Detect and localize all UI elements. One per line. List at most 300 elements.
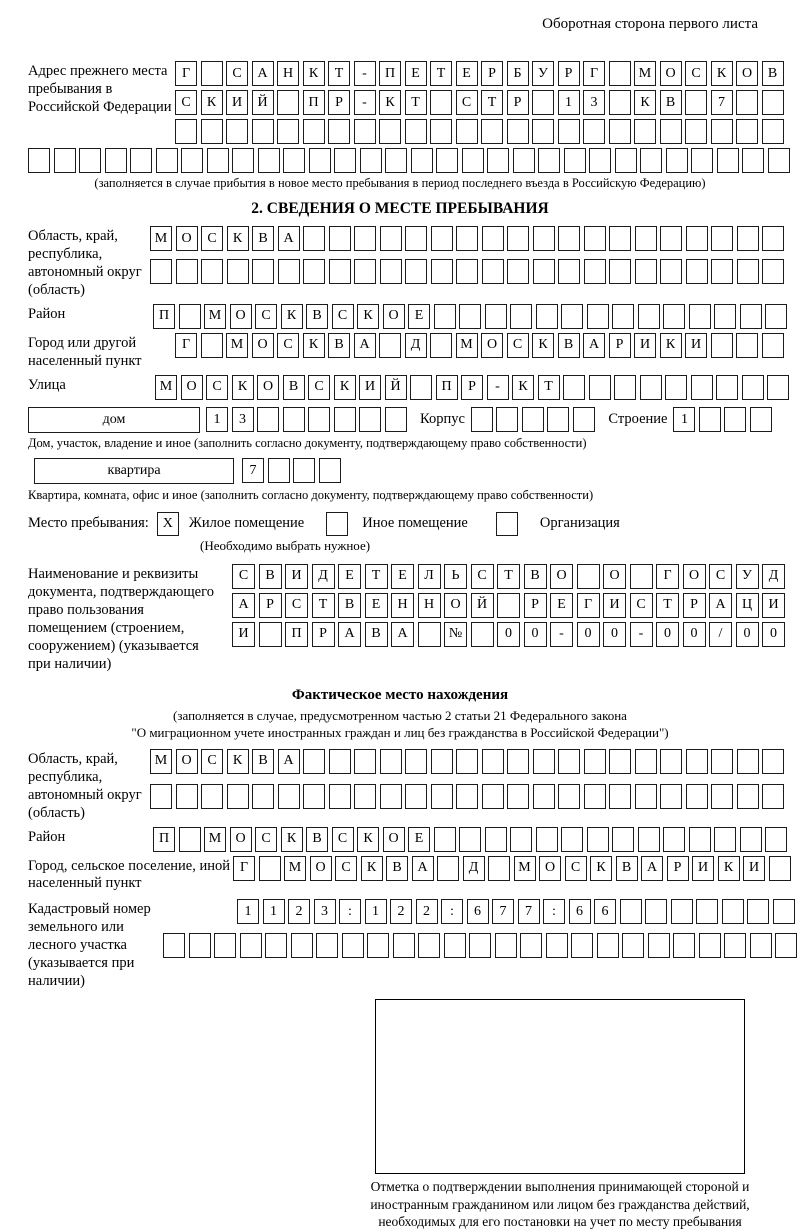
char-cell: 1: [263, 899, 285, 924]
char-cell: 7: [492, 899, 514, 924]
char-cell: С: [201, 749, 223, 774]
char-cell: П: [153, 827, 175, 852]
char-cell: 0: [683, 622, 706, 647]
actual-location-caption-2: "О миграционном учете иностранных граждан и лиц без гражданства в Российской Федерации"): [131, 724, 669, 740]
char-cell: Р: [507, 90, 529, 115]
char-cell: [724, 933, 746, 958]
char-cell: [663, 827, 685, 852]
char-cell: К: [281, 304, 303, 329]
char-cell: 0: [524, 622, 547, 647]
field-document: [28, 564, 800, 674]
char-cell: [201, 61, 223, 86]
char-cell: [736, 119, 758, 144]
char-cell: [773, 899, 795, 924]
char-cell: Й: [252, 90, 274, 115]
district-actual-row: [153, 827, 791, 852]
char-cell: Т: [312, 593, 335, 618]
char-cell: [510, 304, 532, 329]
char-cell: С: [332, 304, 354, 329]
document-row-2: [232, 593, 789, 618]
char-cell: [214, 933, 236, 958]
char-cell: [175, 119, 197, 144]
char-cell: Р: [328, 90, 350, 115]
char-cell: [689, 304, 711, 329]
char-cell: /: [709, 622, 732, 647]
char-cell: С: [709, 564, 732, 589]
char-cell: [189, 933, 211, 958]
char-cell: Д: [463, 856, 485, 881]
char-cell: [482, 749, 504, 774]
char-cell: [737, 259, 759, 284]
char-cell: [564, 148, 586, 173]
checkbox-zhiloe: X: [157, 512, 179, 536]
field-region: [28, 226, 800, 300]
char-cell: О: [252, 333, 274, 358]
char-cell: [577, 564, 600, 589]
char-cell: Д: [762, 564, 785, 589]
char-cell: [342, 933, 364, 958]
char-cell: [252, 259, 274, 284]
char-cell: [536, 304, 558, 329]
char-cell: К: [532, 333, 554, 358]
char-cell: [740, 304, 762, 329]
char-cell: Ц: [736, 593, 759, 618]
char-cell: М: [155, 375, 177, 400]
char-cell: [750, 933, 772, 958]
char-cell: К: [634, 90, 656, 115]
char-cell: [303, 226, 325, 251]
char-cell: [150, 784, 172, 809]
char-cell: О: [736, 61, 758, 86]
char-cell: [736, 90, 758, 115]
char-cell: И: [685, 333, 707, 358]
char-cell: [507, 259, 529, 284]
char-cell: [685, 90, 707, 115]
district-label: Район: [28, 305, 66, 322]
city-actual-label: Город, сельское поселение, иной населенный пункт: [28, 857, 231, 892]
char-cell: [405, 784, 427, 809]
char-cell: [471, 407, 493, 432]
char-cell: [583, 119, 605, 144]
char-cell: [769, 856, 791, 881]
char-cell: С: [206, 375, 228, 400]
char-cell: О: [383, 304, 405, 329]
char-cell: [663, 304, 685, 329]
char-cell: К: [357, 304, 379, 329]
char-cell: [418, 933, 440, 958]
char-cell: О: [683, 564, 706, 589]
char-cell: [584, 259, 606, 284]
cadastral-row-2: [163, 933, 801, 958]
char-cell: [609, 119, 631, 144]
char-cell: [532, 90, 554, 115]
char-cell: [533, 784, 555, 809]
char-cell: В: [283, 375, 305, 400]
char-cell: А: [338, 622, 361, 647]
char-cell: [201, 333, 223, 358]
char-cell: [609, 90, 631, 115]
char-cell: [329, 784, 351, 809]
char-cell: И: [285, 564, 308, 589]
char-cell: 1: [365, 899, 387, 924]
char-cell: [201, 784, 223, 809]
char-cell: 1: [206, 407, 228, 432]
char-cell: О: [383, 827, 405, 852]
korpus-cells: [471, 407, 599, 432]
char-cell: [645, 899, 667, 924]
char-cell: [459, 304, 481, 329]
char-cell: [437, 856, 459, 881]
char-cell: К: [227, 226, 249, 251]
char-cell: [303, 784, 325, 809]
char-cell: [742, 375, 764, 400]
char-cell: [558, 226, 580, 251]
char-cell: [561, 827, 583, 852]
char-cell: [507, 784, 529, 809]
char-cell: [660, 119, 682, 144]
char-cell: [495, 933, 517, 958]
char-cell: 0: [656, 622, 679, 647]
char-cell: [329, 749, 351, 774]
char-cell: [584, 784, 606, 809]
char-cell: [714, 827, 736, 852]
char-cell: [737, 784, 759, 809]
char-cell: О: [539, 856, 561, 881]
char-cell: [711, 119, 733, 144]
char-cell: [430, 333, 452, 358]
street-label: Улица: [28, 376, 66, 393]
char-cell: №: [444, 622, 467, 647]
char-cell: [558, 259, 580, 284]
char-cell: 3: [232, 407, 254, 432]
char-cell: [740, 827, 762, 852]
region-actual-row-2: [150, 784, 788, 809]
char-cell: [587, 304, 609, 329]
char-cell: [385, 148, 407, 173]
char-cell: [393, 933, 415, 958]
char-cell: [711, 226, 733, 251]
char-cell: О: [230, 827, 252, 852]
char-cell: [665, 375, 687, 400]
char-cell: [179, 827, 201, 852]
prev-address-caption: (заполняется в случае прибытия в новое место пребывания в период последнего въезда в Российскую Федерацию): [94, 176, 706, 190]
char-cell: Д: [405, 333, 427, 358]
char-cell: [507, 749, 529, 774]
char-cell: [207, 148, 229, 173]
char-cell: Е: [338, 564, 361, 589]
char-cell: [533, 259, 555, 284]
char-cell: [747, 899, 769, 924]
char-cell: 0: [736, 622, 759, 647]
char-cell: [496, 407, 518, 432]
char-cell: [176, 259, 198, 284]
char-cell: Р: [609, 333, 631, 358]
char-cell: [469, 933, 491, 958]
char-cell: Р: [683, 593, 706, 618]
char-cell: [630, 564, 653, 589]
char-cell: [546, 933, 568, 958]
char-cell: [635, 226, 657, 251]
char-cell: [130, 148, 152, 173]
field-district: [28, 304, 800, 329]
char-cell: 6: [569, 899, 591, 924]
char-cell: И: [359, 375, 381, 400]
char-cell: П: [303, 90, 325, 115]
char-cell: [571, 933, 593, 958]
char-cell: О: [257, 375, 279, 400]
char-cell: [385, 407, 407, 432]
char-cell: [640, 375, 662, 400]
char-cell: [334, 148, 356, 173]
char-cell: [507, 119, 529, 144]
char-cell: В: [306, 827, 328, 852]
char-cell: С: [308, 375, 330, 400]
char-cell: [227, 259, 249, 284]
char-cell: [762, 259, 784, 284]
char-cell: [79, 148, 101, 173]
char-cell: У: [532, 61, 554, 86]
char-cell: [635, 259, 657, 284]
char-cell: -: [354, 90, 376, 115]
char-cell: [379, 333, 401, 358]
char-cell: Т: [497, 564, 520, 589]
char-cell: [354, 226, 376, 251]
char-cell: Е: [391, 564, 414, 589]
char-cell: [277, 119, 299, 144]
char-cell: [360, 148, 382, 173]
char-cell: [589, 148, 611, 173]
city-row: [175, 333, 787, 358]
char-cell: О: [481, 333, 503, 358]
char-cell: 2: [288, 899, 310, 924]
char-cell: [268, 458, 290, 483]
char-cell: [380, 259, 402, 284]
char-cell: А: [232, 593, 255, 618]
char-cell: А: [412, 856, 434, 881]
char-cell: И: [232, 622, 255, 647]
char-cell: Р: [312, 622, 335, 647]
char-cell: К: [227, 749, 249, 774]
actual-location-caption-1: (заполняется в случае, предусмотренном частью 2 статьи 21 Федерального закона: [173, 707, 627, 723]
char-cell: [638, 827, 660, 852]
char-cell: [660, 784, 682, 809]
char-cell: В: [558, 333, 580, 358]
char-cell: [614, 375, 636, 400]
char-cell: [444, 933, 466, 958]
stay-type-hint: (Необходимо выбрать нужное): [200, 537, 371, 553]
char-cell: [671, 899, 693, 924]
char-cell: [573, 407, 595, 432]
char-cell: [410, 375, 432, 400]
city-actual-row: [233, 856, 794, 881]
char-cell: К: [303, 333, 325, 358]
char-cell: [405, 749, 427, 774]
char-cell: [257, 407, 279, 432]
char-cell: [689, 827, 711, 852]
char-cell: [309, 148, 331, 173]
char-cell: [456, 749, 478, 774]
char-cell: К: [590, 856, 612, 881]
char-cell: В: [762, 61, 784, 86]
char-cell: Г: [577, 593, 600, 618]
stroenie-label: Строение: [608, 411, 668, 428]
char-cell: [609, 749, 631, 774]
char-cell: И: [762, 593, 785, 618]
char-cell: К: [303, 61, 325, 86]
char-cell: [507, 226, 529, 251]
char-cell: [510, 827, 532, 852]
char-cell: [622, 933, 644, 958]
stroenie-cells: [673, 407, 775, 432]
char-cell: Н: [277, 61, 299, 86]
district-actual-label: Район: [28, 828, 66, 845]
char-cell: [686, 259, 708, 284]
char-cell: С: [335, 856, 357, 881]
checkbox-org: [496, 512, 518, 536]
char-cell: [252, 119, 274, 144]
region-row-1: [150, 226, 788, 251]
char-cell: 2: [416, 899, 438, 924]
char-cell: В: [616, 856, 638, 881]
char-cell: М: [634, 61, 656, 86]
char-cell: [497, 593, 520, 618]
char-cell: Г: [583, 61, 605, 86]
char-cell: Ь: [444, 564, 467, 589]
char-cell: [459, 827, 481, 852]
char-cell: С: [285, 593, 308, 618]
char-cell: [105, 148, 127, 173]
stamp-box: [375, 999, 745, 1174]
char-cell: М: [226, 333, 248, 358]
char-cell: 3: [583, 90, 605, 115]
char-cell: [485, 827, 507, 852]
char-cell: М: [456, 333, 478, 358]
char-cell: [176, 784, 198, 809]
char-cell: [456, 784, 478, 809]
char-cell: [379, 119, 401, 144]
prev-address-row-4: [28, 148, 800, 173]
district-row: [153, 304, 791, 329]
char-cell: О: [230, 304, 252, 329]
apartment-caption: Квартира, комната, офис и иное (заполнить согласно документу, подтверждающему право собственности): [28, 487, 594, 502]
char-cell: С: [507, 333, 529, 358]
char-cell: [354, 784, 376, 809]
char-cell: [737, 749, 759, 774]
char-cell: М: [150, 749, 172, 774]
char-cell: О: [660, 61, 682, 86]
char-cell: И: [634, 333, 656, 358]
char-cell: -: [487, 375, 509, 400]
char-cell: Е: [405, 61, 427, 86]
char-cell: К: [512, 375, 534, 400]
char-cell: [612, 827, 634, 852]
char-cell: Й: [471, 593, 494, 618]
house-row: [28, 407, 800, 433]
char-cell: [522, 407, 544, 432]
field-region-actual: [28, 749, 800, 823]
option-inoe-label: Иное помещение: [362, 515, 468, 532]
char-cell: [226, 119, 248, 144]
char-cell: [660, 226, 682, 251]
char-cell: 1: [558, 90, 580, 115]
char-cell: [488, 856, 510, 881]
char-cell: М: [204, 304, 226, 329]
char-cell: [640, 148, 662, 173]
char-cell: И: [743, 856, 765, 881]
char-cell: [584, 226, 606, 251]
char-cell: [635, 749, 657, 774]
char-cell: [201, 119, 223, 144]
char-cell: [252, 784, 274, 809]
char-cell: [418, 622, 441, 647]
actual-location-title: Фактическое место нахождения: [291, 686, 509, 703]
char-cell: [714, 304, 736, 329]
char-cell: [686, 749, 708, 774]
field-district-actual: [28, 827, 800, 852]
char-cell: [768, 148, 790, 173]
char-cell: [259, 622, 282, 647]
stamp-caption: Отметка о подтверждении выполнения принимающей стороной и иностранным гражданином или лицом без гражданства действий, необходимых для его постановки на учет по месту пребывания: [370, 1179, 750, 1230]
char-cell: Е: [365, 593, 388, 618]
char-cell: Р: [667, 856, 689, 881]
prev-address-row-1: [175, 61, 787, 86]
char-cell: [367, 933, 389, 958]
region-row-2: [150, 259, 788, 284]
house-cells: [206, 407, 410, 432]
char-cell: С: [685, 61, 707, 86]
char-cell: 0: [577, 622, 600, 647]
char-cell: [354, 259, 376, 284]
char-cell: [584, 749, 606, 774]
char-cell: [612, 304, 634, 329]
char-cell: Е: [550, 593, 573, 618]
char-cell: А: [641, 856, 663, 881]
char-cell: В: [365, 622, 388, 647]
char-cell: 0: [603, 622, 626, 647]
char-cell: Т: [430, 61, 452, 86]
char-cell: [380, 226, 402, 251]
char-cell: [487, 148, 509, 173]
char-cell: О: [176, 749, 198, 774]
char-cell: М: [204, 827, 226, 852]
char-cell: Е: [408, 827, 430, 852]
char-cell: А: [252, 61, 274, 86]
char-cell: [359, 407, 381, 432]
char-cell: [711, 749, 733, 774]
char-cell: 6: [594, 899, 616, 924]
char-cell: [711, 333, 733, 358]
region-label: Область, край, республика, автономный округ (область): [28, 228, 142, 298]
char-cell: [609, 61, 631, 86]
char-cell: К: [660, 333, 682, 358]
char-cell: [609, 784, 631, 809]
cadastral-row-1: [237, 899, 801, 924]
char-cell: [615, 148, 637, 173]
char-cell: [660, 749, 682, 774]
char-cell: [775, 933, 797, 958]
char-cell: В: [328, 333, 350, 358]
apartment-labelbox: квартира: [34, 458, 234, 484]
char-cell: П: [436, 375, 458, 400]
char-cell: [563, 375, 585, 400]
char-cell: С: [226, 61, 248, 86]
char-cell: [471, 622, 494, 647]
char-cell: [699, 933, 721, 958]
char-cell: :: [543, 899, 565, 924]
char-cell: С: [255, 827, 277, 852]
char-cell: [597, 933, 619, 958]
char-cell: [620, 899, 642, 924]
